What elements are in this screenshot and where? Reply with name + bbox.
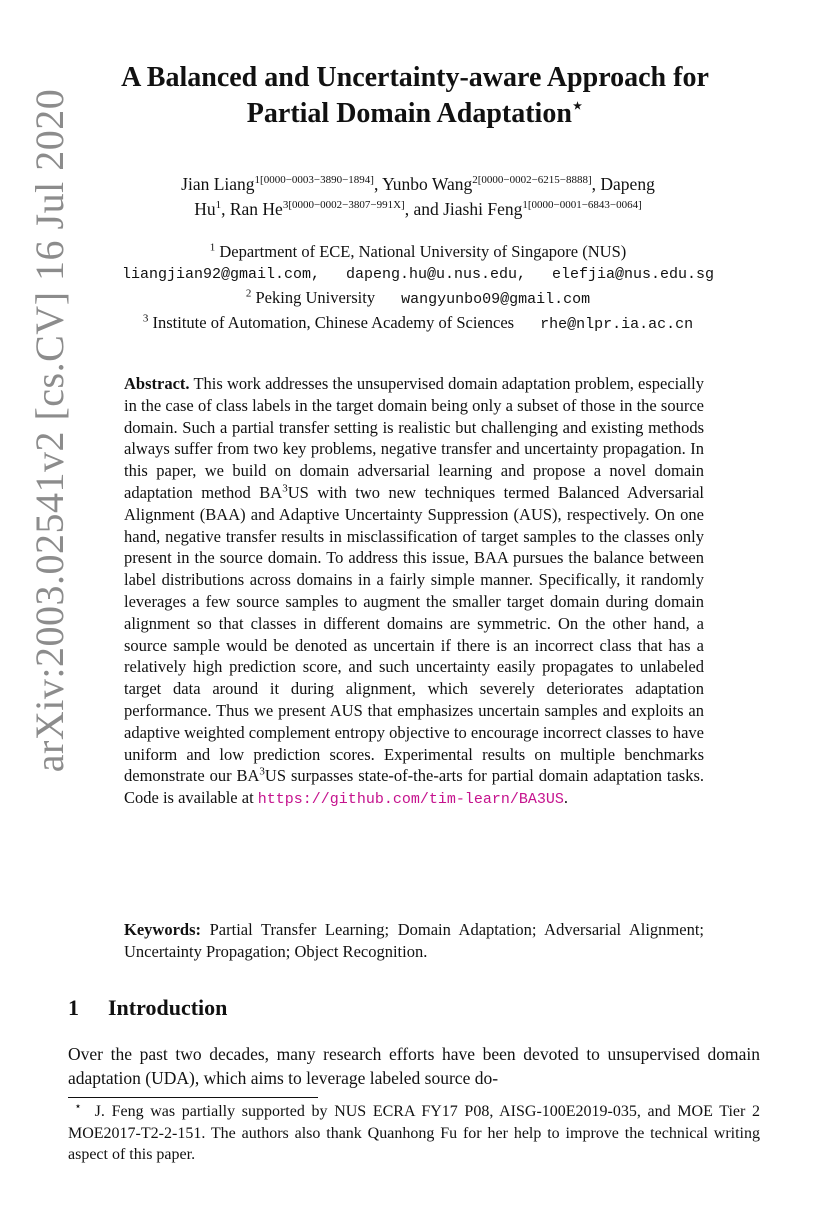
author-list: Jian Liang$^{1[0000-0003-3890-1894]}$, Yunbo Wang$^{2[0000-0002-6215-8888]}$, Dapeng Hu$^1$, Ran $He^{3[0000-0002-3807-991X]}$, and Jiashi Feng$^{1[0000-0001-6843-0064]}$	[181, 174, 655, 219]
abstract-label: Abstract.	[124, 374, 190, 393]
author-name: Jian Liang	[181, 174, 255, 194]
author-name: Jiashi Feng	[443, 199, 523, 219]
author-orcid: 1[0000−0001−6843−0064]	[522, 199, 642, 212]
arxiv-id: arXiv:2003.02541v2 [cs.CV] 16 Jul 2020	[27, 88, 73, 772]
footnote-text: J. Feng was partially supported by NUS ECRA FY17 P08, AISG-100E2019-035, and MOE Tier 2 MOE2017-T2-2-151. The authors also thank Quanhong Fu for her help to improve the technical writing aspect of this paper.	[68, 1103, 760, 1163]
keywords-label: Keywords:	[124, 920, 201, 939]
affiliations	[83, 240, 753, 336]
footnote-rule	[68, 1097, 318, 1098]
email-link[interactable]: liangjian92@gmail.com,	[121, 266, 320, 283]
affiliation-2	[83, 286, 753, 311]
abstract-superscript: 3	[259, 765, 265, 778]
affiliation-text: Department of ECE, National University of Singapore (NUS)	[219, 242, 627, 261]
email-link[interactable]: wangyunbo09@gmail.com	[401, 291, 591, 308]
author-name: Yunbo Wang	[382, 174, 473, 194]
affiliation-number: 2	[245, 287, 252, 300]
abstract	[124, 373, 704, 811]
abstract-text: US with two new techniques termed Balanced Adversarial Alignment (BAA) and Adaptive Uncertainty Suppression (AUS), respectively. On one hand, negative transfer results in misclassification of target samples to the classes only present in the source domain. To address this issue, BAA pursues the balance between label distributions across domains in a fairly simple manner. Specifically, it randomly leverages a few source samples to augment the smaller target domain during domain alignment so that classes in different domains are symmetric. On the other hand, a source sample would be denoted as uncertain if there is an incorrect class that has a relatively high prediction score, and such uncertainty easily propagates to unlabeled target data around it during alignment, which severely deteriorates adaptation performance. Thus we present AUS that emphasizes uncertain samples and exploits an adaptive weighted complement entropy objective to encourage incorrect classes to have uniform and low prediction scores. Experimental results on multiple benchmarks demonstrate our BA	[124, 482, 705, 786]
paper-title	[60, 60, 770, 132]
section-number: 1	[68, 995, 79, 1020]
affiliation-3	[83, 311, 753, 336]
keywords	[124, 919, 704, 963]
author-affil-number: 1	[215, 199, 222, 212]
abstract-text: This work addresses the unsupervised domain adaptation problem, especially in the case of class labels in the target domain being only a subset of those in the source domain. Such a partial transfer setting is realistic but challenging and existing methods always suffer from two key problems, negative transfer and uncertainty propagation. In this paper, we build on domain adversarial learning and propose a novel domain adaptation method BA	[124, 374, 705, 502]
section-title: Introduction	[108, 995, 228, 1020]
footnote: ⋆ J. Feng was partially supported by NUS ECRA FY17 P08, AISG-100E2019-035, and MOE Tier 2 MOE2017-T2-2-151. The authors also thank Quanhong Fu for her help to improve the technical writing aspect of this paper.	[68, 1098, 760, 1163]
code-link[interactable]: https://github.com/tim-learn/BA3US	[257, 791, 564, 809]
affiliation-1	[83, 240, 753, 263]
keywords-text: Partial Transfer Learning; Domain Adaptation; Adversarial Alignment; Uncertainty Propagation; Object Recognition.	[124, 920, 704, 961]
arxiv-stamp	[22, 90, 78, 770]
affiliation-number: 1	[209, 241, 216, 254]
author-name: Hu	[194, 199, 216, 219]
intro-paragraph: Over the past two decades, many research efforts have been devoted to unsupervised domain adaptation (UDA), which aims to leverage labeled source do-	[68, 1044, 760, 1088]
email-link[interactable]: elefjia@nus.edu.sg	[552, 266, 715, 283]
affiliation-text: Peking University	[255, 288, 376, 307]
abstract-text: US surpasses state-of-the-arts for partial domain adaptation tasks. Code is available at	[124, 766, 704, 808]
author-orcid: 1[0000−0003−3890−1894]	[254, 174, 374, 187]
email-link[interactable]: dapeng.hu@u.nus.edu,	[345, 266, 527, 283]
abstract-end: .	[563, 788, 568, 808]
author-conjunction: , and	[404, 199, 439, 219]
email-row-1	[83, 263, 753, 286]
title-footnote-mark: ⋆	[571, 95, 584, 116]
abstract-superscript: 3	[282, 482, 288, 495]
author-name: Ran He	[229, 199, 283, 219]
author-orcid: 2[0000−0002−6215−8888]	[472, 174, 592, 187]
email-link[interactable]: rhe@nlpr.ia.ac.cn	[540, 316, 694, 333]
affiliation-text: Institute of Automation, Chinese Academy of Sciences	[152, 313, 515, 332]
title-line-2: Partial Domain Adaptation⋆	[246, 95, 584, 129]
author-orcid: 3[0000−0002−3807−991X]	[282, 199, 405, 212]
title-line-1: A Balanced and Uncertainty-aware Approach for	[121, 62, 709, 93]
section-heading	[68, 995, 227, 1021]
affiliation-number: 3	[142, 312, 149, 325]
author-name: Dapeng	[600, 174, 655, 194]
